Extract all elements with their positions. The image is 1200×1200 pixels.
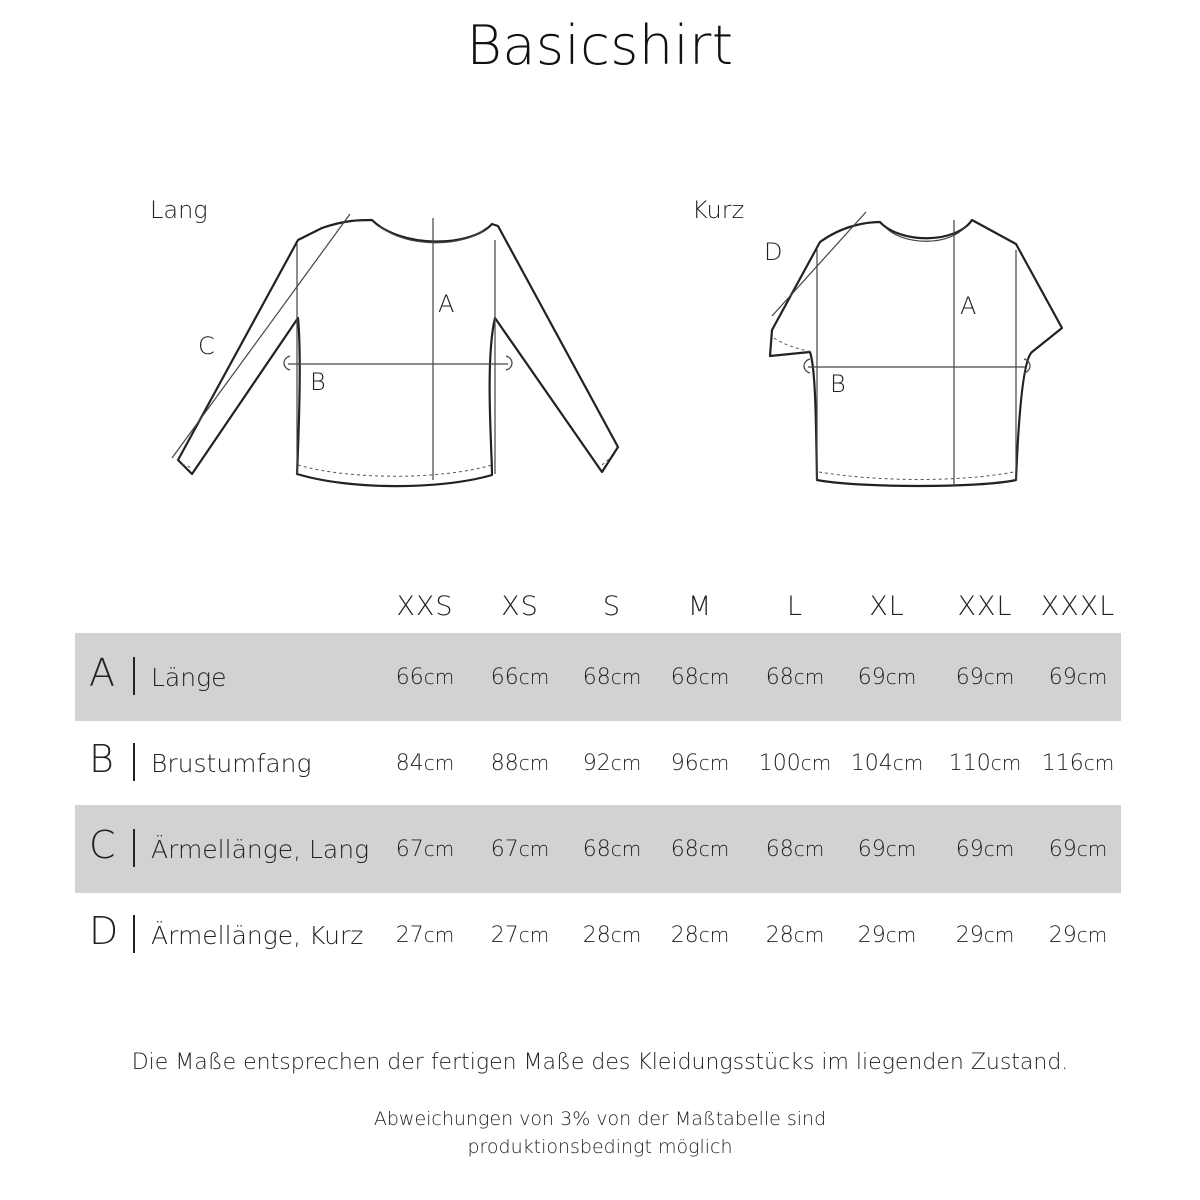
cell-unit: cm bbox=[793, 923, 825, 947]
cell-value: 96 bbox=[670, 751, 699, 776]
row-divider bbox=[133, 829, 135, 867]
cell-value: 69 bbox=[955, 837, 984, 862]
cell-unit: cm bbox=[892, 751, 924, 775]
table-row bbox=[75, 633, 1121, 721]
cell-unit: cm bbox=[610, 751, 642, 775]
cell-unit: cm bbox=[983, 837, 1015, 861]
cell-value: 68 bbox=[670, 665, 699, 690]
disclaimer-line-2: produktionsbedingt möglich bbox=[467, 1136, 733, 1158]
size-header: XS bbox=[501, 591, 539, 622]
table-row bbox=[75, 891, 1121, 979]
row-letter: A bbox=[89, 651, 115, 695]
table-cell bbox=[583, 665, 641, 690]
cell-unit: cm bbox=[800, 751, 832, 775]
cell-value: 116 bbox=[1041, 751, 1084, 776]
table-cell bbox=[583, 837, 641, 862]
table-cell bbox=[491, 751, 549, 776]
deviation-disclaimer bbox=[0, 1105, 1200, 1161]
marker-d: D bbox=[764, 238, 783, 266]
cell-value: 66 bbox=[395, 665, 424, 690]
row-label: Ärmellänge, Kurz bbox=[151, 921, 364, 950]
cell-unit: cm bbox=[610, 837, 642, 861]
cell-value: 28 bbox=[582, 923, 611, 948]
cell-value: 69 bbox=[1048, 665, 1077, 690]
cell-unit: cm bbox=[518, 837, 550, 861]
size-header: XXS bbox=[396, 591, 454, 622]
marker-b: B bbox=[310, 368, 326, 396]
cell-value: 100 bbox=[758, 751, 801, 776]
row-label: Ärmellänge, Lang bbox=[151, 835, 370, 864]
table-cell bbox=[1042, 751, 1114, 776]
cell-unit: cm bbox=[698, 665, 730, 689]
cell-unit: cm bbox=[885, 837, 917, 861]
cell-unit: cm bbox=[518, 665, 550, 689]
cell-value: 68 bbox=[582, 665, 611, 690]
measure-line-d bbox=[772, 212, 866, 316]
cell-unit: cm bbox=[518, 923, 550, 947]
marker-c: C bbox=[198, 332, 215, 360]
table-cell bbox=[1049, 923, 1107, 948]
cell-value: 69 bbox=[857, 837, 886, 862]
short-sleeve-shirt-drawing bbox=[680, 190, 1080, 510]
cell-value: 69 bbox=[857, 665, 886, 690]
table-cell bbox=[396, 837, 454, 862]
long-sleeve-shirt-drawing bbox=[140, 190, 640, 510]
cell-unit: cm bbox=[885, 923, 917, 947]
cell-value: 69 bbox=[955, 665, 984, 690]
long-label: Lang bbox=[150, 196, 208, 224]
marker-b: B bbox=[830, 370, 846, 398]
cell-unit: cm bbox=[1076, 665, 1108, 689]
table-cell bbox=[858, 665, 916, 690]
row-divider bbox=[133, 657, 135, 695]
cell-unit: cm bbox=[423, 923, 455, 947]
table-cell bbox=[491, 665, 549, 690]
table-row bbox=[75, 719, 1121, 807]
cell-value: 69 bbox=[1048, 837, 1077, 862]
table-cell bbox=[671, 837, 729, 862]
row-divider bbox=[133, 915, 135, 953]
cell-unit: cm bbox=[698, 837, 730, 861]
table-cell bbox=[766, 923, 824, 948]
cell-unit: cm bbox=[518, 751, 550, 775]
table-cell bbox=[491, 837, 549, 862]
cell-value: 104 bbox=[850, 751, 893, 776]
short-sleeve-diagram bbox=[680, 190, 1080, 514]
size-header: XXL bbox=[957, 591, 1013, 622]
cell-value: 68 bbox=[765, 837, 794, 862]
cell-unit: cm bbox=[983, 665, 1015, 689]
table-cell bbox=[396, 923, 454, 948]
table-cell bbox=[949, 751, 1021, 776]
cell-unit: cm bbox=[983, 923, 1015, 947]
cell-value: 27 bbox=[490, 923, 519, 948]
marker-a: A bbox=[438, 290, 455, 318]
row-label: Länge bbox=[151, 663, 227, 692]
cell-unit: cm bbox=[1083, 751, 1115, 775]
cell-unit: cm bbox=[698, 751, 730, 775]
table-cell bbox=[491, 923, 549, 948]
cell-unit: cm bbox=[610, 665, 642, 689]
table-cell bbox=[956, 837, 1014, 862]
long-shirt-outline bbox=[178, 220, 618, 486]
size-header: XL bbox=[869, 591, 905, 622]
table-cell bbox=[671, 923, 729, 948]
cell-value: 67 bbox=[490, 837, 519, 862]
cell-unit: cm bbox=[610, 923, 642, 947]
table-cell bbox=[1049, 665, 1107, 690]
cell-value: 29 bbox=[955, 923, 984, 948]
cell-value: 88 bbox=[490, 751, 519, 776]
row-letter: B bbox=[89, 737, 114, 781]
cell-unit: cm bbox=[423, 837, 455, 861]
table-cell bbox=[766, 837, 824, 862]
cell-unit: cm bbox=[1076, 837, 1108, 861]
table-cell bbox=[396, 665, 454, 690]
cell-value: 68 bbox=[670, 837, 699, 862]
table-cell bbox=[583, 751, 641, 776]
row-letter: D bbox=[89, 909, 119, 953]
table-cell bbox=[956, 923, 1014, 948]
page-title: Basicshirt bbox=[466, 14, 734, 77]
cell-value: 28 bbox=[670, 923, 699, 948]
cell-unit: cm bbox=[793, 665, 825, 689]
row-divider bbox=[133, 743, 135, 781]
table-cell bbox=[1049, 837, 1107, 862]
cell-value: 29 bbox=[1048, 923, 1077, 948]
row-label: Brustumfang bbox=[151, 749, 312, 778]
short-shirt-outline bbox=[770, 220, 1062, 486]
cell-value: 67 bbox=[395, 837, 424, 862]
size-header: S bbox=[602, 591, 622, 622]
disclaimer-line-1: Abweichungen von 3% von der Maßtabelle sind bbox=[373, 1108, 827, 1130]
size-header: L bbox=[786, 591, 804, 622]
cell-unit: cm bbox=[1076, 923, 1108, 947]
cell-unit: cm bbox=[698, 923, 730, 947]
size-table bbox=[75, 585, 1121, 977]
table-cell bbox=[583, 923, 641, 948]
short-label: Kurz bbox=[692, 196, 745, 224]
cell-value: 66 bbox=[490, 665, 519, 690]
size-header-row bbox=[75, 585, 1121, 633]
cell-value: 110 bbox=[948, 751, 991, 776]
cell-unit: cm bbox=[793, 837, 825, 861]
cell-unit: cm bbox=[423, 751, 455, 775]
row-letter: C bbox=[89, 823, 116, 867]
cell-value: 29 bbox=[857, 923, 886, 948]
cell-value: 68 bbox=[765, 665, 794, 690]
cell-unit: cm bbox=[885, 665, 917, 689]
cell-value: 68 bbox=[582, 837, 611, 862]
cell-value: 28 bbox=[765, 923, 794, 948]
size-header: M bbox=[687, 591, 713, 622]
table-cell bbox=[851, 751, 923, 776]
cell-value: 92 bbox=[582, 751, 611, 776]
table-row bbox=[75, 805, 1121, 893]
cell-unit: cm bbox=[423, 665, 455, 689]
cell-value: 84 bbox=[395, 751, 424, 776]
table-cell bbox=[858, 837, 916, 862]
marker-a: A bbox=[960, 292, 977, 320]
table-cell bbox=[858, 923, 916, 948]
table-cell bbox=[671, 751, 729, 776]
table-cell bbox=[759, 751, 831, 776]
cell-unit: cm bbox=[990, 751, 1022, 775]
measurement-note: Die Maße entsprechen der fertigen Maße des Kleidungsstücks im liegenden Zustand. bbox=[131, 1050, 1069, 1075]
table-cell bbox=[766, 665, 824, 690]
table-cell bbox=[956, 665, 1014, 690]
size-header: XXXL bbox=[1040, 591, 1116, 622]
table-cell bbox=[396, 751, 454, 776]
long-sleeve-diagram bbox=[140, 190, 640, 514]
table-cell bbox=[671, 665, 729, 690]
cell-value: 27 bbox=[395, 923, 424, 948]
